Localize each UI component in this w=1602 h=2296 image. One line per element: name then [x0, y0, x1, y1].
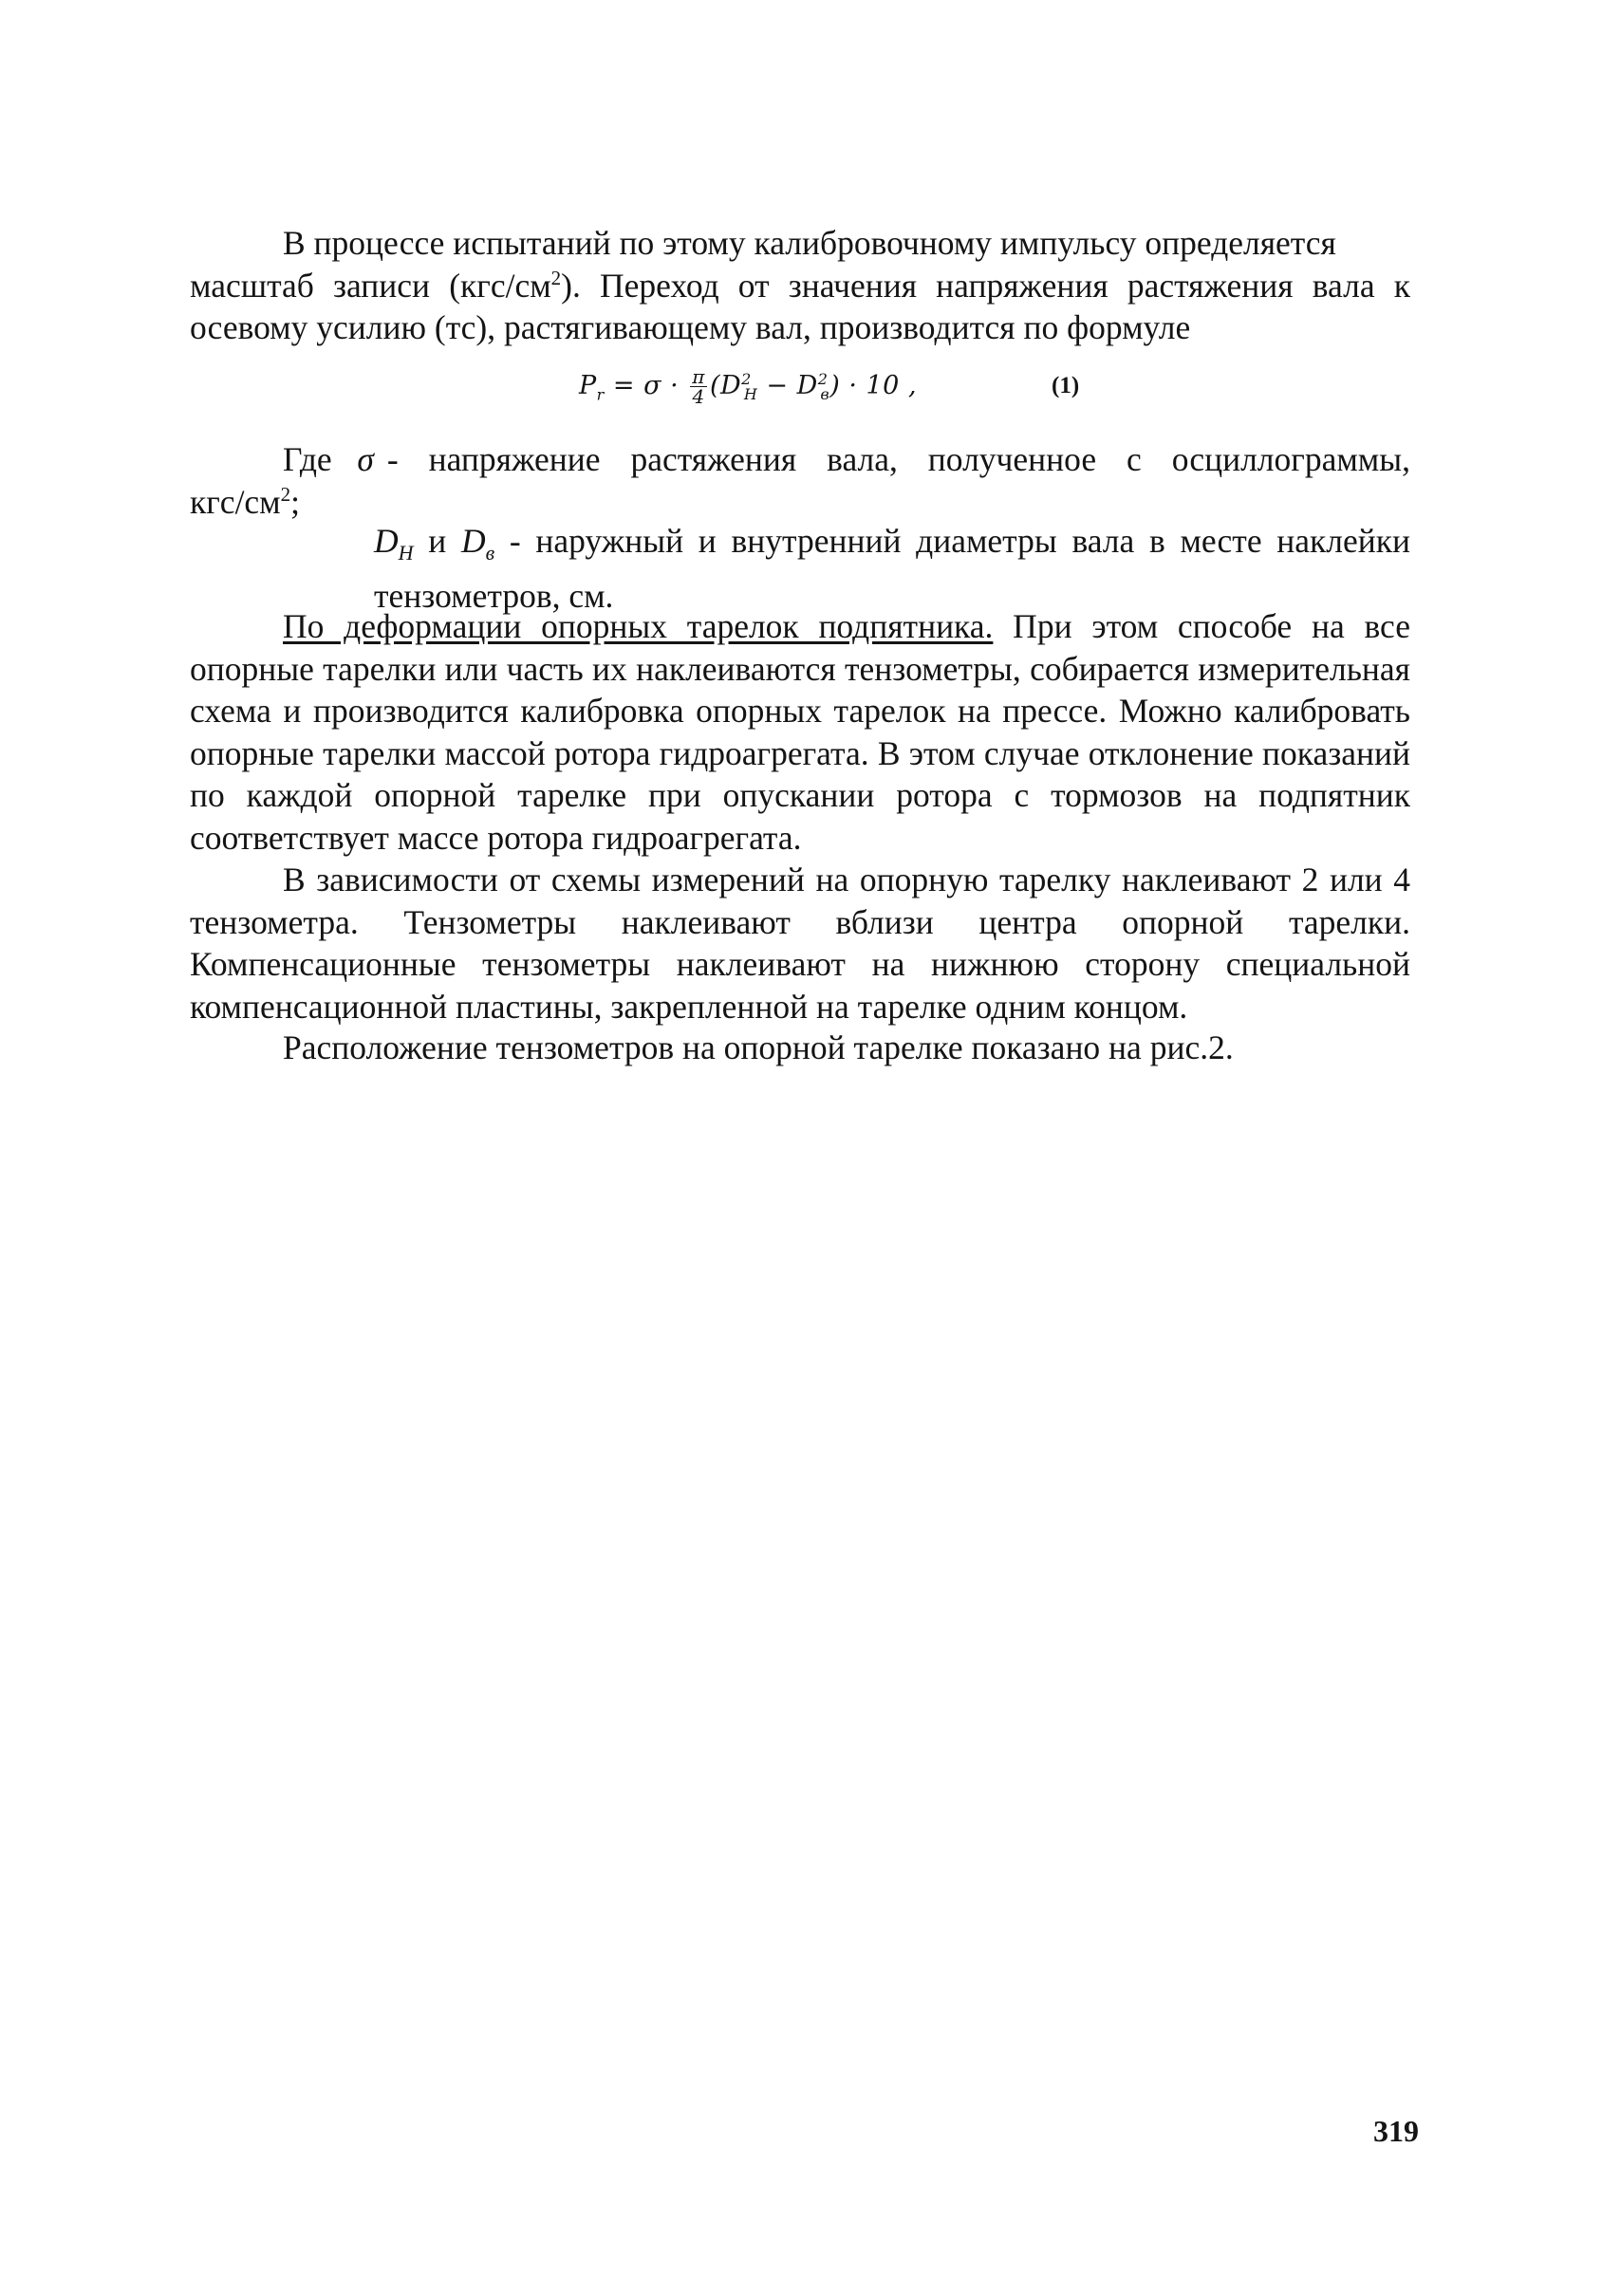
formula-fraction: $\frac{\pi}{4}$ — [692, 365, 705, 408]
paragraph-figure-ref — [190, 1027, 1410, 1069]
diameter-definitions: $D_H$ и $D_в$ - наружный и внутренний диаметры вала в месте наклейки тензометров, см. — [374, 522, 1411, 615]
where-unit: кгс/$см^2$; — [190, 482, 301, 521]
intro-line-2: масштаб записи $(кгс/см^2)$. Переход от значения напряжения растяжения вала к — [190, 266, 1410, 305]
where-word: Где — [283, 440, 332, 478]
where-description: - напряжение растяжения вала, полученное с осциллограммы, — [386, 440, 1410, 478]
where-block — [190, 438, 1410, 523]
where-line — [190, 438, 1410, 481]
paragraph-intro — [190, 222, 1410, 349]
section-heading-underlined: По деформации опорных тарелок подпятника. — [283, 607, 994, 645]
paragraph-schemes — [190, 859, 1410, 1028]
paragraph-deformation — [190, 605, 1410, 859]
formula-block — [0, 358, 1602, 415]
intro-line-3: осевому усилию (тс), растягивающему вал, производится по формуле — [190, 308, 1191, 346]
equation-number: (1) — [1052, 373, 1080, 398]
intro-line-1: В процессе испытаний по этому калибровочному импульсу определяется — [283, 224, 1336, 262]
paragraph-figure-ref-text: Расположение тензометров на опорной тарелке показано на рис.2. — [283, 1028, 1234, 1066]
page-number: 319 — [1373, 2114, 1419, 2148]
paragraph-deformation-text: При этом способе на все опорные тарелки или часть их наклеиваются тензометры, собирается измерительная схема и производится калибровка опорных тарелок на прессе. Можно калибровать опорные тарелки массой ротора гидроагрегата. В этом случае отклонение показаний по каждой опорной тарелке при опускании ротора с тормозов на подпятник соответствует массе ротора гидроагрегата. — [190, 607, 1410, 857]
formula: $P_r = \sigma$ · $\frac{\pi}{4}$ $(D^2_H - D^2_в) \cdot 10$ , — [579, 365, 918, 408]
sigma-symbol: σ — [357, 440, 374, 478]
paragraph-schemes-text: В зависимости от схемы измерений на опорную тарелку наклеивают 2 или 4 тензометра. Тензометры наклеивают вблизи центра опорной тарелки. Компенсационные тензометры наклеивают на нижнюю сторону специальной компенсационной пластины, закрепленной на тарелке одним концом. — [190, 861, 1410, 1026]
